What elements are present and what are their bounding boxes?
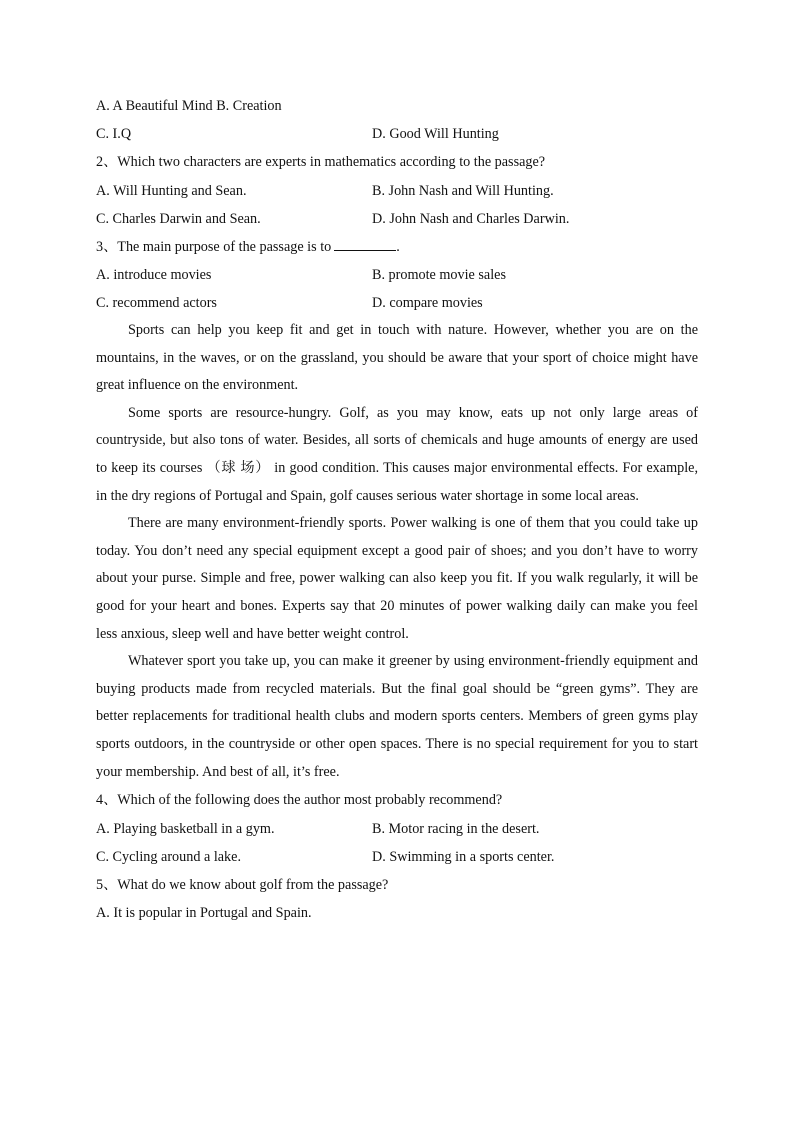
passage-paragraph-4: Whatever sport you take up, you can make it greener by using environment-friendly equipment and buying products made from recycled materials. But the final goal should be “green gyms”. They are better replacements for traditional health clubs and modern sports centers. Members of green gyms play sports outdoors, in the countryside or other open spaces. There is no special requirement for you to start your membership. And best of all, it’s free. <box>96 653 698 780</box>
q4-options-row-2 <box>96 843 698 871</box>
q4-option-b: B. Motor racing in the desert. <box>372 820 540 837</box>
q5-options-row-1 <box>96 899 698 927</box>
q4-option-c: C. Cycling around a lake. <box>96 848 241 865</box>
q3-option-b: B. promote movie sales <box>372 267 506 283</box>
passage-paragraph-3: There are many environment-friendly sports. Power walking is one of them that you could take up today. You don’t need any special equipment except a good pair of shoes; and you don’t have to worry about your purse. Simple and free, power walking can also keep you fit. If you walk regularly, it will be good for your heart and bones. Experts say that 20 minutes of power walking daily can make you feel less anxious, sleep well and have better weight control. <box>96 515 698 642</box>
passage-paragraph-2: Some sports are resource-hungry. Golf, as you may know, eats up not only large areas of countryside, but also tons of water. Besides, all sorts of chemicals and huge amounts of energy are used to keep its courses （球 场） in good condition. This causes major environmental effects. For example, in the dry regions of Portugal and Spain, golf causes serious water shortage in some local areas. <box>96 404 698 504</box>
q2-option-a: A. Will Hunting and Sean. <box>96 182 247 199</box>
q2-options-row-2 <box>96 205 698 233</box>
q4-stem: 4、Which of the following does the author most probably recommend? <box>96 792 503 809</box>
q5-option-a: A. It is popular in Portugal and Spain. <box>96 905 312 922</box>
q3-option-c: C. recommend actors <box>96 295 217 311</box>
q2-option-b: B. John Nash and Will Hunting. <box>372 182 554 199</box>
q1-option-a: A. A Beautiful Mind B. Creation <box>96 98 282 114</box>
q2-option-c: C. Charles Darwin and Sean. <box>96 210 261 227</box>
q3-options-row-1 <box>96 261 698 289</box>
q3-stem-text: 3、The main purpose of the passage is to <box>96 238 332 255</box>
q4-option-d: D. Swimming in a sports center. <box>372 848 555 865</box>
passage-paragraph-1: Sports can help you keep fit and get in touch with nature. However, whether you are on the mountains, in the waves, or on the grassland, you should be aware that your sport of choice might have great influence on the environment. <box>96 322 698 394</box>
q1-option-c: C. I.Q <box>96 126 132 142</box>
q5-stem: 5、What do we know about golf from the passage? <box>96 876 389 893</box>
q2-stem: 2、Which two characters are experts in mathematics according to the passage? <box>96 154 546 170</box>
q2-option-d: D. John Nash and Charles Darwin. <box>372 210 570 227</box>
q2-options-row-1 <box>96 177 698 205</box>
q3-stem <box>96 233 698 262</box>
q1-options-row-2 <box>96 120 698 148</box>
q1-option-d: D. Good Will Hunting <box>372 126 499 142</box>
q3-option-d: D. compare movies <box>372 295 483 311</box>
q3-option-a: A. introduce movies <box>96 267 212 283</box>
document-page <box>96 92 698 927</box>
q4-option-a: A. Playing basketball in a gym. <box>96 820 275 837</box>
q3-stem-end: . <box>396 238 400 255</box>
q4-options-row-1 <box>96 815 698 843</box>
q3-answer-blank <box>334 236 396 251</box>
q1-options-row-1 <box>96 92 698 120</box>
q3-options-row-2 <box>96 289 698 317</box>
